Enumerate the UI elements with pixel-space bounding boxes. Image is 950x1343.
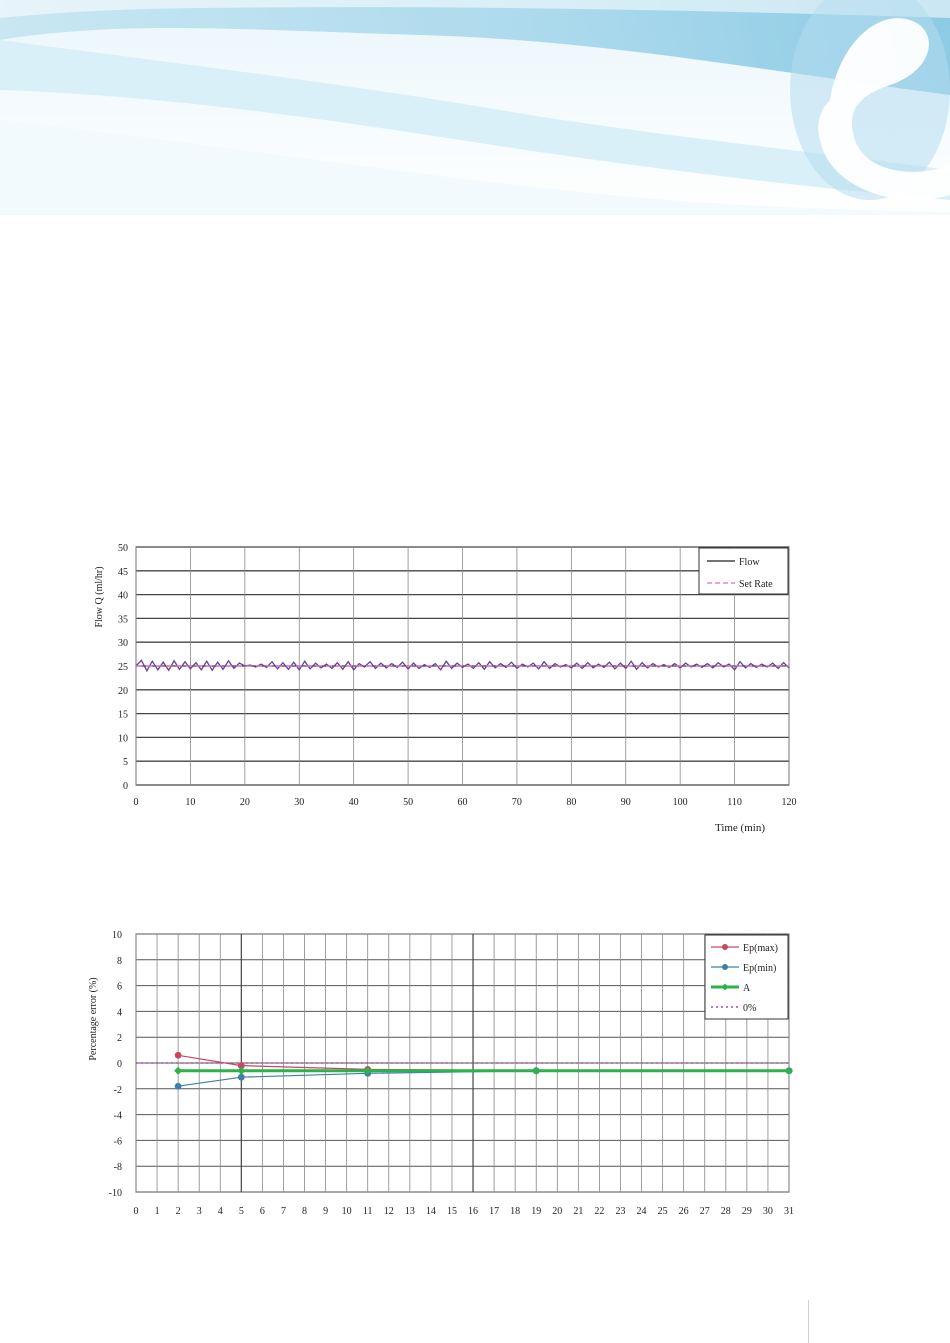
flow-chart <box>80 535 810 845</box>
x-tick-label: 10 <box>185 797 196 808</box>
x-tick-label: 2 <box>175 1206 181 1217</box>
x-tick-label: 19 <box>531 1206 542 1217</box>
y-tick-label: 8 <box>117 955 122 967</box>
error-chart-svg <box>80 920 810 1230</box>
legend-label: Ep(min) <box>743 963 777 974</box>
y-tick-label: 4 <box>117 1007 122 1019</box>
x-tick-label: 100 <box>672 797 688 808</box>
x-tick-label: 50 <box>403 797 414 808</box>
data-point <box>175 1052 182 1059</box>
x-tick-label: 120 <box>781 797 797 808</box>
x-tick-label: 18 <box>510 1206 521 1217</box>
x-tick-label: 7 <box>280 1206 286 1217</box>
y-tick-label: 40 <box>118 590 128 602</box>
legend-label: Set Rate <box>739 579 773 590</box>
x-tick-label: 22 <box>594 1206 605 1217</box>
x-tick-label: 21 <box>573 1206 584 1217</box>
data-point <box>238 1074 245 1081</box>
y-tick-label: 10 <box>112 930 122 941</box>
flow-chart-svg <box>80 535 810 845</box>
x-tick-label: 20 <box>239 797 250 808</box>
x-tick-label: 60 <box>457 797 468 808</box>
page-divider <box>808 1300 809 1343</box>
legend-marker <box>722 944 728 950</box>
y-tick-label: 50 <box>118 543 128 554</box>
y-tick-label: 20 <box>118 685 128 697</box>
x-tick-label: 5 <box>238 1206 244 1217</box>
y-tick-label: -10 <box>108 1188 122 1199</box>
x-tick-label: 4 <box>217 1206 223 1217</box>
data-point <box>175 1083 182 1090</box>
y-tick-label: 35 <box>118 614 128 626</box>
x-tick-label: 28 <box>720 1206 731 1217</box>
x-tick-label: 80 <box>566 797 577 808</box>
x-tick-label: 9 <box>323 1206 329 1217</box>
x-tick-label: 12 <box>383 1206 394 1217</box>
x-tick-label: 15 <box>446 1206 457 1217</box>
y-tick-label: 5 <box>123 757 128 769</box>
y-tick-label: -2 <box>113 1084 122 1096</box>
y-tick-label: 15 <box>118 709 128 721</box>
y-axis-label: Percentage error (%) <box>88 977 99 1061</box>
y-tick-label: -8 <box>113 1162 122 1174</box>
x-tick-label: 31 <box>784 1206 794 1217</box>
x-tick-label: 30 <box>762 1206 773 1217</box>
error-chart <box>80 920 810 1230</box>
y-tick-label: 0 <box>123 781 128 792</box>
x-tick-label: 11 <box>362 1206 373 1217</box>
legend <box>705 935 788 1019</box>
legend-label: Ep(max) <box>743 943 778 954</box>
x-tick-label: 0 <box>133 1206 139 1217</box>
x-tick-label: 25 <box>657 1206 668 1217</box>
x-tick-label: 0 <box>133 797 139 808</box>
legend-label: 0% <box>743 1003 757 1014</box>
x-tick-label: 27 <box>699 1206 710 1217</box>
x-tick-label: 3 <box>196 1206 202 1217</box>
x-tick-label: 14 <box>425 1206 436 1217</box>
x-tick-label: 29 <box>741 1206 752 1217</box>
y-tick-label: 2 <box>117 1033 122 1045</box>
y-tick-label: 10 <box>118 733 128 745</box>
logo-letter <box>760 0 950 215</box>
x-tick-label: 90 <box>620 797 631 808</box>
x-tick-label: 26 <box>678 1206 689 1217</box>
x-tick-label: 8 <box>302 1206 308 1217</box>
legend <box>699 548 788 594</box>
y-tick-label: 6 <box>117 981 122 993</box>
y-tick-label: 25 <box>118 662 128 673</box>
y-tick-label: -4 <box>113 1110 122 1122</box>
x-tick-label: 20 <box>552 1206 563 1217</box>
x-tick-label: 1 <box>154 1206 160 1217</box>
x-tick-label: 13 <box>404 1206 415 1217</box>
x-tick-label: 110 <box>727 797 742 808</box>
x-tick-label: 24 <box>636 1206 647 1217</box>
y-tick-label: 45 <box>118 566 128 578</box>
x-tick-label: 30 <box>294 797 305 808</box>
x-tick-label: 16 <box>468 1206 479 1217</box>
x-axis-label: Time (min) <box>714 822 765 834</box>
x-tick-label: 6 <box>259 1206 265 1217</box>
legend-label: Flow <box>739 557 760 568</box>
x-tick-label: 10 <box>341 1206 352 1217</box>
legend-label: A <box>743 983 751 994</box>
y-tick-label: -6 <box>113 1136 122 1148</box>
x-tick-label: 70 <box>511 797 522 808</box>
y-tick-label: 30 <box>118 638 128 650</box>
x-tick-label: 40 <box>348 797 359 808</box>
x-tick-label: 17 <box>489 1206 500 1217</box>
y-axis-label: Flow Q (ml/hr) <box>94 566 105 628</box>
y-tick-label: 0 <box>117 1059 122 1070</box>
legend-marker <box>722 964 728 970</box>
x-tick-label: 23 <box>615 1206 626 1217</box>
